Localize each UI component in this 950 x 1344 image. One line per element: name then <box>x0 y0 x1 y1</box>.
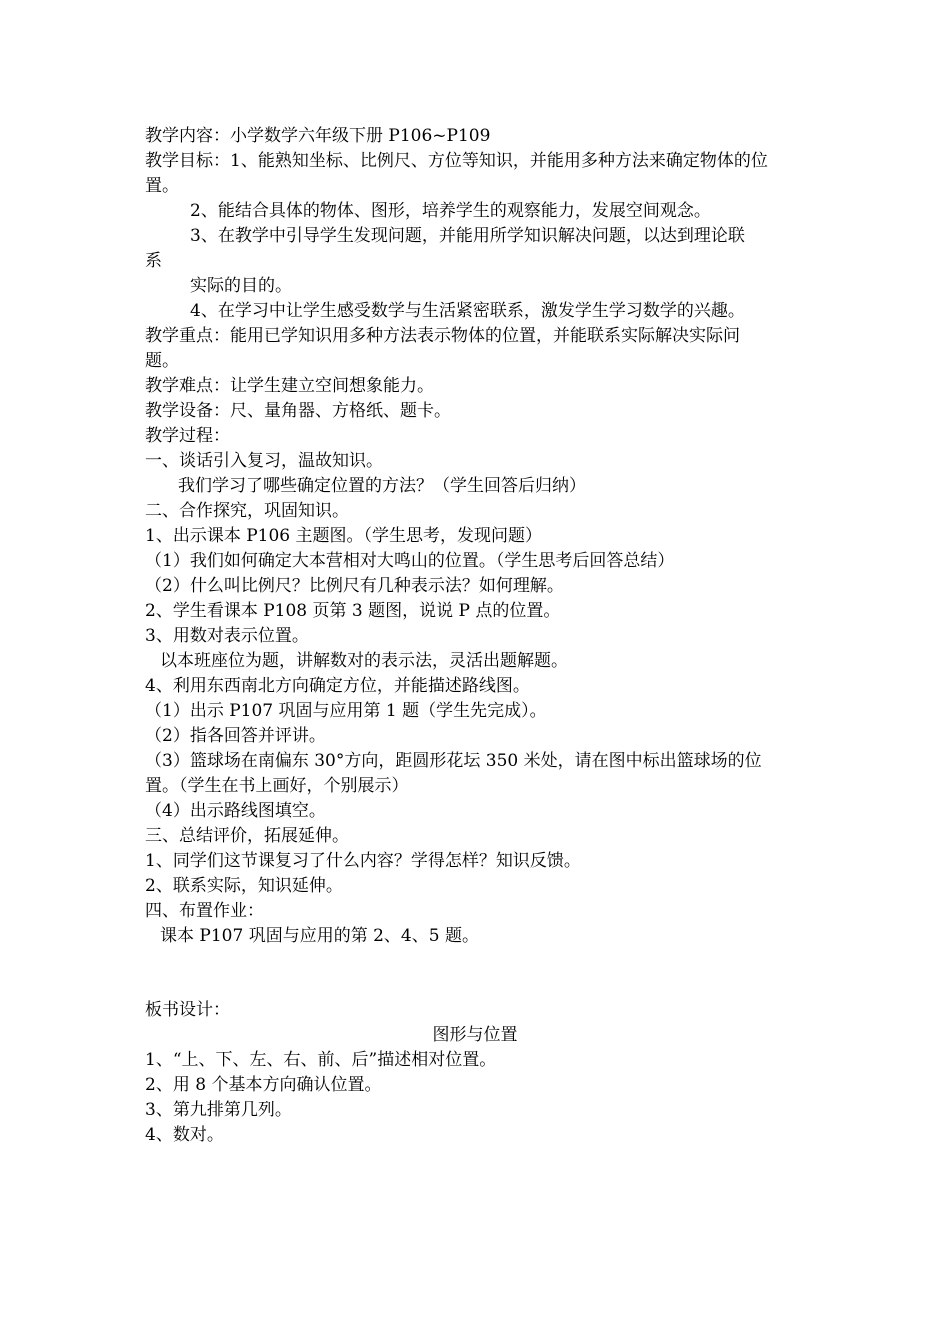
section-2-item-4-2: （2）指各回答并评讲。 <box>145 726 326 746</box>
section-2-item-4-3: （3）篮球场在南偏东 30°方向，距圆形花坛 350 米处，请在图中标出篮球场的位 <box>145 751 762 771</box>
section-2-item-3: 3、用数对表示位置。 <box>145 626 309 646</box>
section-2-item-4-1: （1）出示 P107 巩固与应用第 1 题（学生先完成）。 <box>145 701 547 721</box>
teaching-focus-cont: 题。 <box>145 351 179 371</box>
board-item-3: 3、第九排第几列。 <box>145 1100 292 1120</box>
section-2-item-3-text: 以本班座位为题，讲解数对的表示法，灵活出题解题。 <box>160 651 568 671</box>
board-item-4: 4、数对。 <box>145 1125 224 1145</box>
teaching-goal-1-cont: 置。 <box>145 176 179 196</box>
section-3-heading: 三、总结评价，拓展延伸。 <box>145 826 349 846</box>
section-2-item-1: 1、出示课本 P106 主题图。（学生思考，发现问题） <box>145 526 543 546</box>
teaching-goal-2: 2、能结合具体的物体、图形，培养学生的观察能力，发展空间观念。 <box>190 201 711 221</box>
teaching-goal-4: 4、在学习中让学生感受数学与生活紧密联系，激发学生学习数学的兴趣。 <box>190 301 745 321</box>
teaching-goal-3-cont2: 实际的目的。 <box>190 276 292 296</box>
homework-text: 课本 P107 巩固与应用的第 2、4、5 题。 <box>160 926 479 946</box>
section-2-item-4-3-cont: 置。（学生在书上画好，个别展示） <box>145 776 409 796</box>
section-2-item-4-4: （4）出示路线图填空。 <box>145 801 326 821</box>
section-3-item-1: 1、同学们这节课复习了什么内容？学得怎样？知识反馈。 <box>145 851 581 871</box>
teaching-content: 教学内容：小学数学六年级下册 P106~P109 <box>145 126 491 146</box>
board-item-1: 1、“上、下、左、右、前、后”描述相对位置。 <box>145 1050 497 1070</box>
section-3-item-2: 2、联系实际，知识延伸。 <box>145 876 343 896</box>
teaching-process-heading: 教学过程： <box>145 426 230 446</box>
section-2-item-4: 4、利用东西南北方向确定方位，并能描述路线图。 <box>145 676 530 696</box>
board-item-2: 2、用 8 个基本方向确认位置。 <box>145 1075 382 1095</box>
section-2-item-1-1: （1）我们如何确定大本营相对大鸣山的位置。（学生思考后回答总结） <box>145 551 675 571</box>
teaching-goal-3-cont: 系 <box>145 251 162 271</box>
teaching-goal-3: 3、在教学中引导学生发现问题，并能用所学知识解决问题，以达到理论联 <box>190 226 745 246</box>
teaching-goal-1: 教学目标：1、能熟知坐标、比例尺、方位等知识，并能用多种方法来确定物体的位 <box>145 151 768 171</box>
section-2-item-1-2: （2）什么叫比例尺？比例尺有几种表示法？如何理解。 <box>145 576 564 596</box>
section-2-heading: 二、合作探究，巩固知识。 <box>145 501 349 521</box>
section-1-text: 我们学习了哪些确定位置的方法？（学生回答后归纳） <box>178 476 586 496</box>
section-4-heading: 四、布置作业： <box>145 901 264 921</box>
section-2-item-2: 2、学生看课本 P108 页第 3 题图，说说 P 点的位置。 <box>145 601 561 621</box>
section-1-heading: 一、谈话引入复习，温故知识。 <box>145 451 383 471</box>
board-title: 图形与位置 <box>432 1025 518 1045</box>
teaching-focus: 教学重点：能用已学知识用多种方法表示物体的位置，并能联系实际解决实际问 <box>145 326 740 346</box>
teaching-difficulty: 教学难点：让学生建立空间想象能力。 <box>145 376 434 396</box>
board-design-label: 板书设计： <box>145 1000 230 1020</box>
teaching-equipment: 教学设备：尺、量角器、方格纸、题卡。 <box>145 401 451 421</box>
